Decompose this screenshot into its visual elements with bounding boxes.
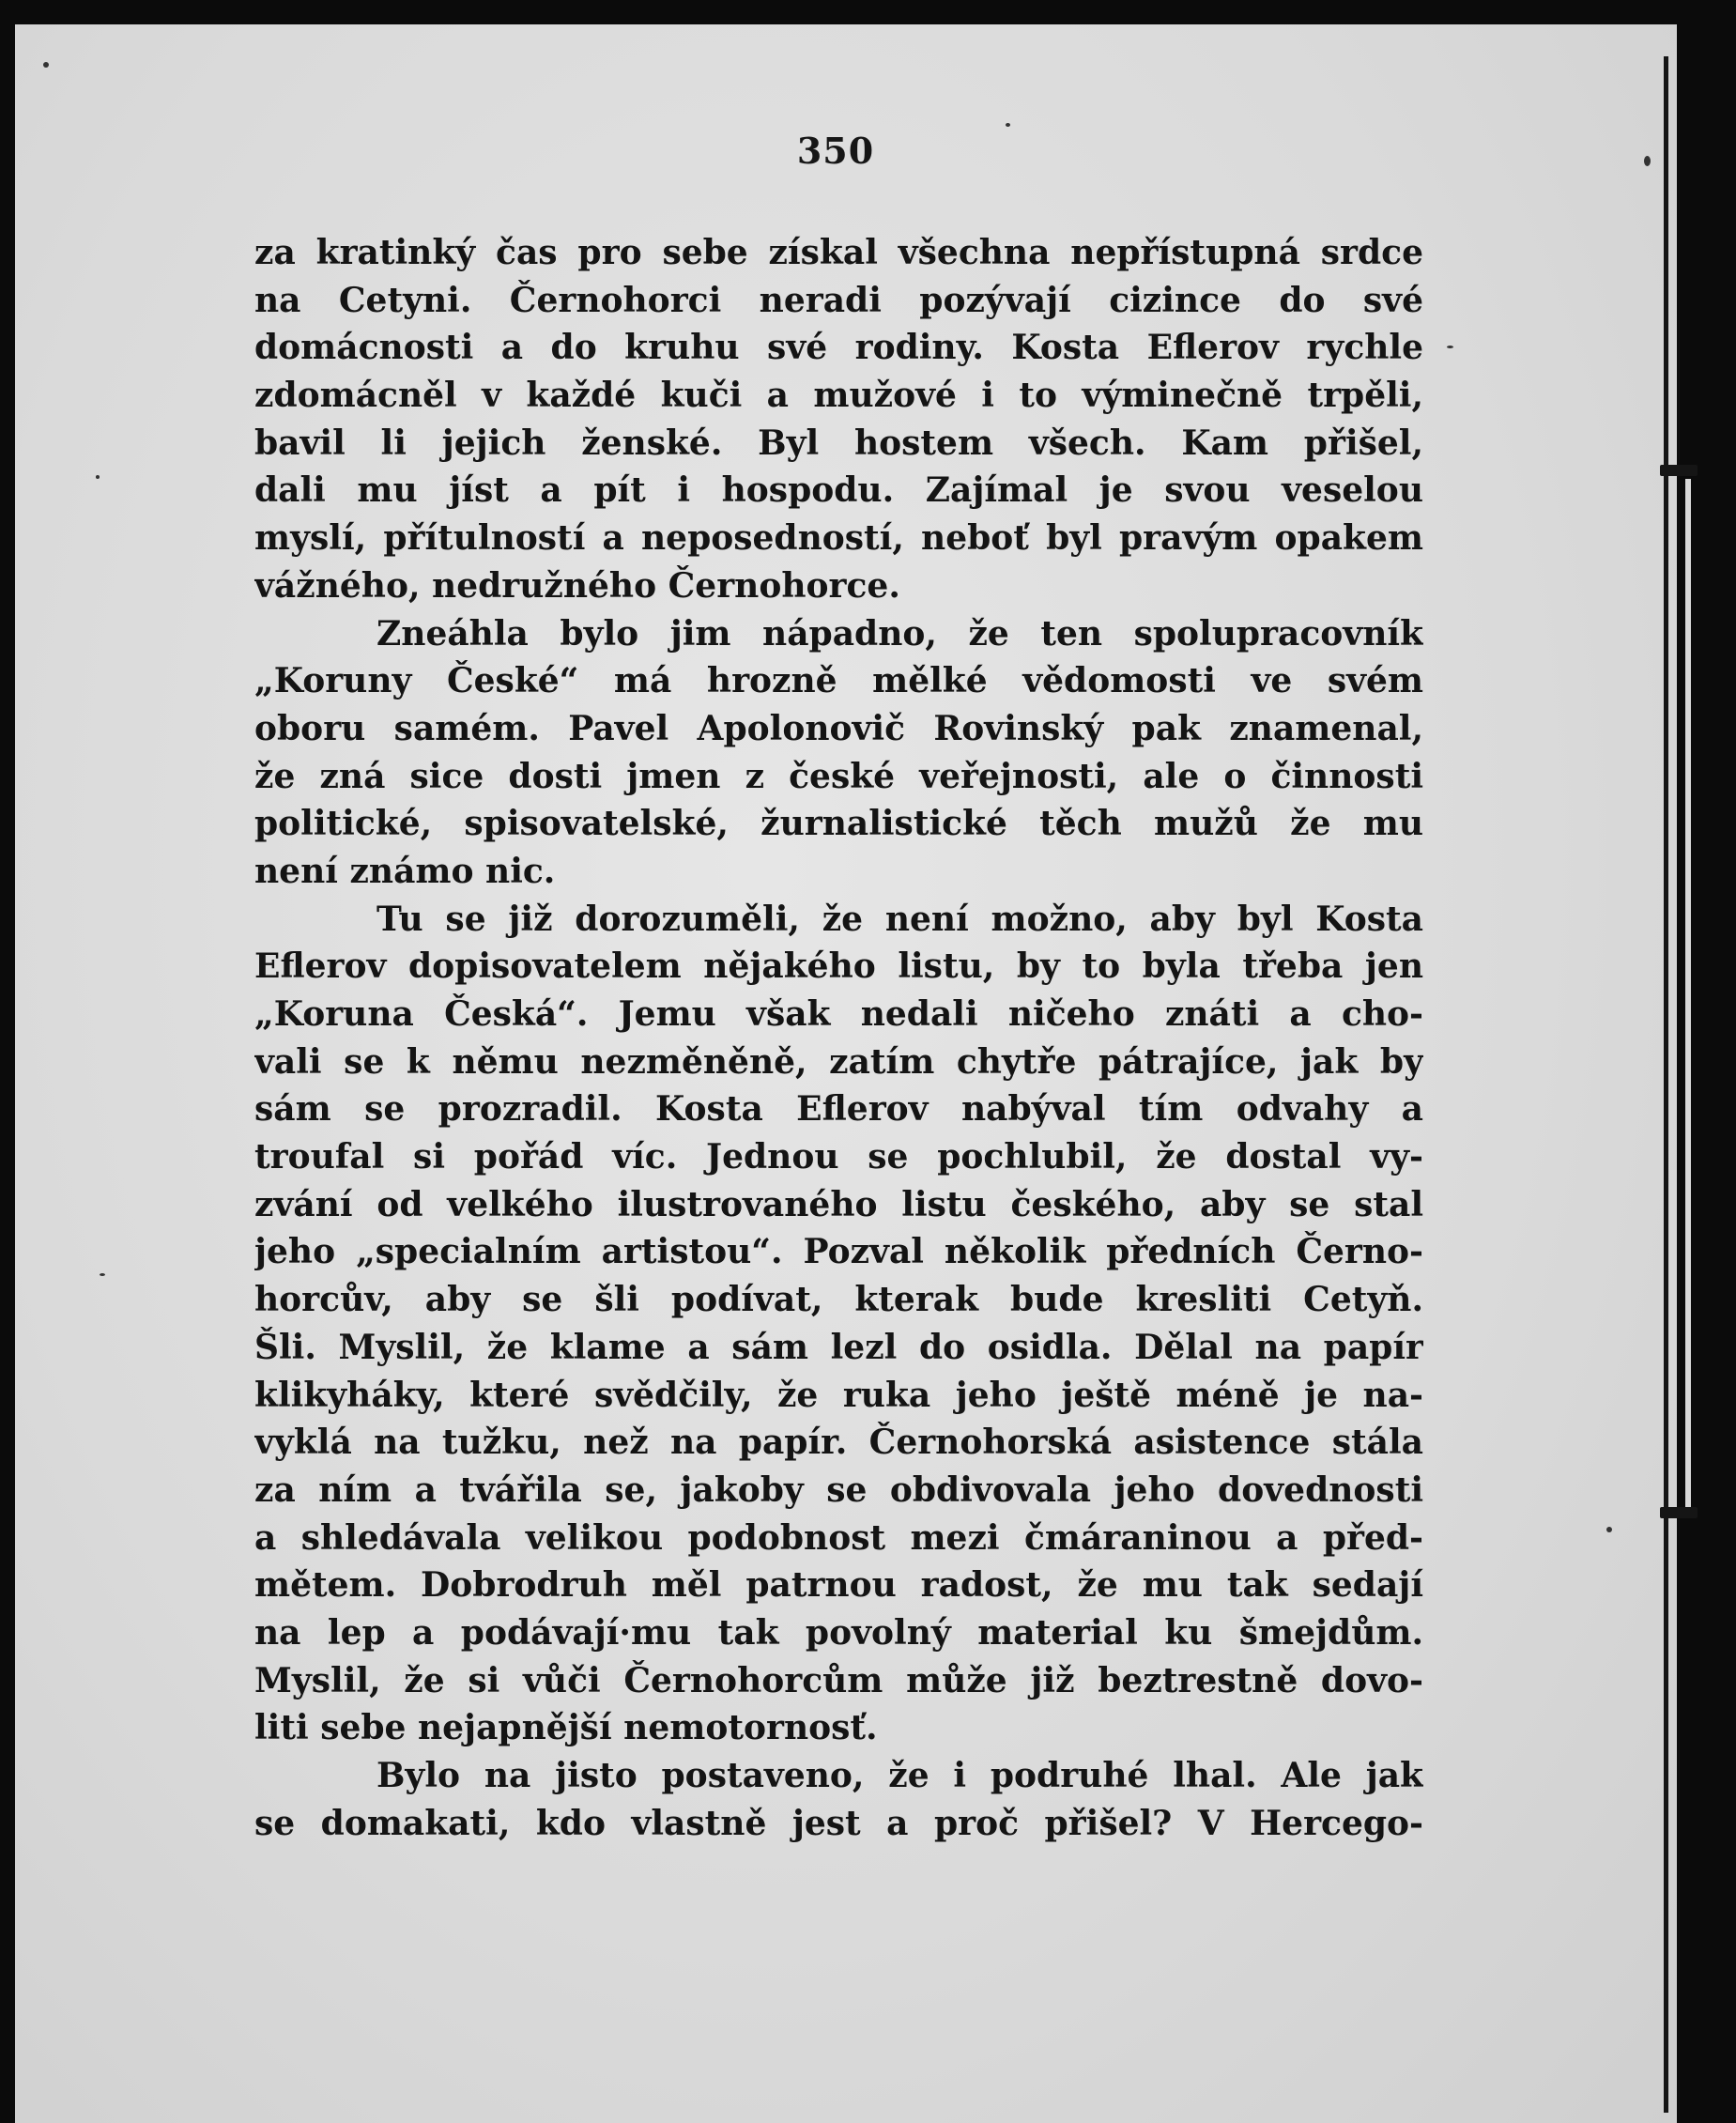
text-line: Eflerov dopisovatelem nějakého listu, by to byla třeba jen <box>254 946 1423 987</box>
text-line: zvání od velkého ilustrovaného listu českého, aby se stal <box>254 1184 1423 1224</box>
text-line: za ním a tvářila se, jakoby se obdivovala jeho dovednosti <box>254 1469 1423 1510</box>
text-line: se domakati, kdo vlastně jest a proč přišel? V Hercego- <box>254 1803 1423 1843</box>
text-line: vali se k němu nezměněně, zatím chytře pátrajíce, jak by <box>254 1041 1423 1082</box>
text-line: horcův, aby se šli podívat, kterak bude kresliti Cetyň. <box>254 1280 1423 1320</box>
dust-speck <box>43 62 49 68</box>
text-line: zdomácněl v každé kuči a mužové i to výminečně trpěli, <box>254 376 1423 416</box>
text-line: Tu se již dorozuměli, že není možno, aby byl Kosta <box>376 899 1423 939</box>
text-line: Bylo na jisto postaveno, že i podruhé lhal. Ale jak <box>376 1756 1423 1795</box>
text-line: že zná sice dosti jmen z české veřejnosti, ale o činnosti <box>254 756 1423 796</box>
text-line: „Koruna Česká“. Jemu však nedali ničeho znáti a cho- <box>254 994 1423 1034</box>
dust-speck <box>1006 123 1010 127</box>
text-line: bavil li jejich ženské. Byl hostem všech. Kam přišel, <box>254 423 1423 463</box>
text-line: mětem. Dobrodruh měl patrnou radost, že mu tak sedají <box>254 1565 1423 1606</box>
text-line: na lep a podávají·mu tak povolný material ku šmejdům. <box>254 1612 1423 1653</box>
text-line: klikyháky, které svědčily, že ruka jeho ještě méně je na- <box>254 1375 1423 1415</box>
page-edge-line <box>1664 56 1668 2113</box>
text-line: vážného, nedružného Černohorce. <box>254 565 900 606</box>
text-line: není známo nic. <box>254 851 556 891</box>
text-line: oboru samém. Pavel Apolonovič Rovinský pak znamenal, <box>254 708 1423 748</box>
text-line: myslí, přítulností a neposedností, neboť byl pravým opakem <box>254 518 1423 559</box>
text-line: politické, spisovatelské, žurnalistické těch mužů že mu <box>254 804 1423 844</box>
text-line: a shledávala velikou podobnost mezi čmáraninou a před- <box>254 1517 1423 1558</box>
text-line: jeho „specialním artistou“. Pozval několik předních Černo- <box>254 1232 1423 1272</box>
text-line: troufal si pořád víc. Jednou se pochlubil, že dostal vy- <box>254 1137 1423 1177</box>
binding-clip-top <box>1660 465 1698 476</box>
dust-speck <box>100 1273 105 1276</box>
text-line: Myslil, že si vůči Černohorcům může již beztrestně dovo- <box>254 1660 1423 1700</box>
dust-speck <box>96 475 100 479</box>
binding-strip <box>1685 479 1691 1512</box>
binding-clip-bottom <box>1660 1507 1698 1518</box>
body-text <box>254 229 1423 1847</box>
text-line: za kratinký čas pro sebe získal všechna nepřístupná srdce <box>254 233 1423 272</box>
dust-speck <box>1606 1527 1612 1532</box>
text-line: dali mu jíst a pít i hospodu. Zajímal je svou veselou <box>254 470 1423 511</box>
text-line: Šli. Myslil, že klame a sám lezl do osidla. Dělal na papír <box>254 1327 1423 1367</box>
text-line: liti sebe nejapnější nemotornosť. <box>254 1708 878 1748</box>
text-line: na Cetyni. Černohorci neradi pozývají cizince do své <box>254 280 1423 320</box>
page-number: 350 <box>796 130 875 172</box>
text-line: sám se prozradil. Kosta Eflerov nabýval tím odvahy a <box>254 1089 1423 1130</box>
text-line: domácnosti a do kruhu své rodiny. Kosta Eflerov rychle <box>254 328 1423 368</box>
text-line: Zneáhla bylo jim nápadno, že ten spolupracovník <box>376 613 1423 654</box>
dust-speck <box>1447 346 1453 348</box>
text-line: vyklá na tužku, než na papír. Černohorská asistence stála <box>254 1423 1423 1463</box>
text-line: „Koruny České“ má hrozně mělké vědomosti ve svém <box>254 661 1423 701</box>
